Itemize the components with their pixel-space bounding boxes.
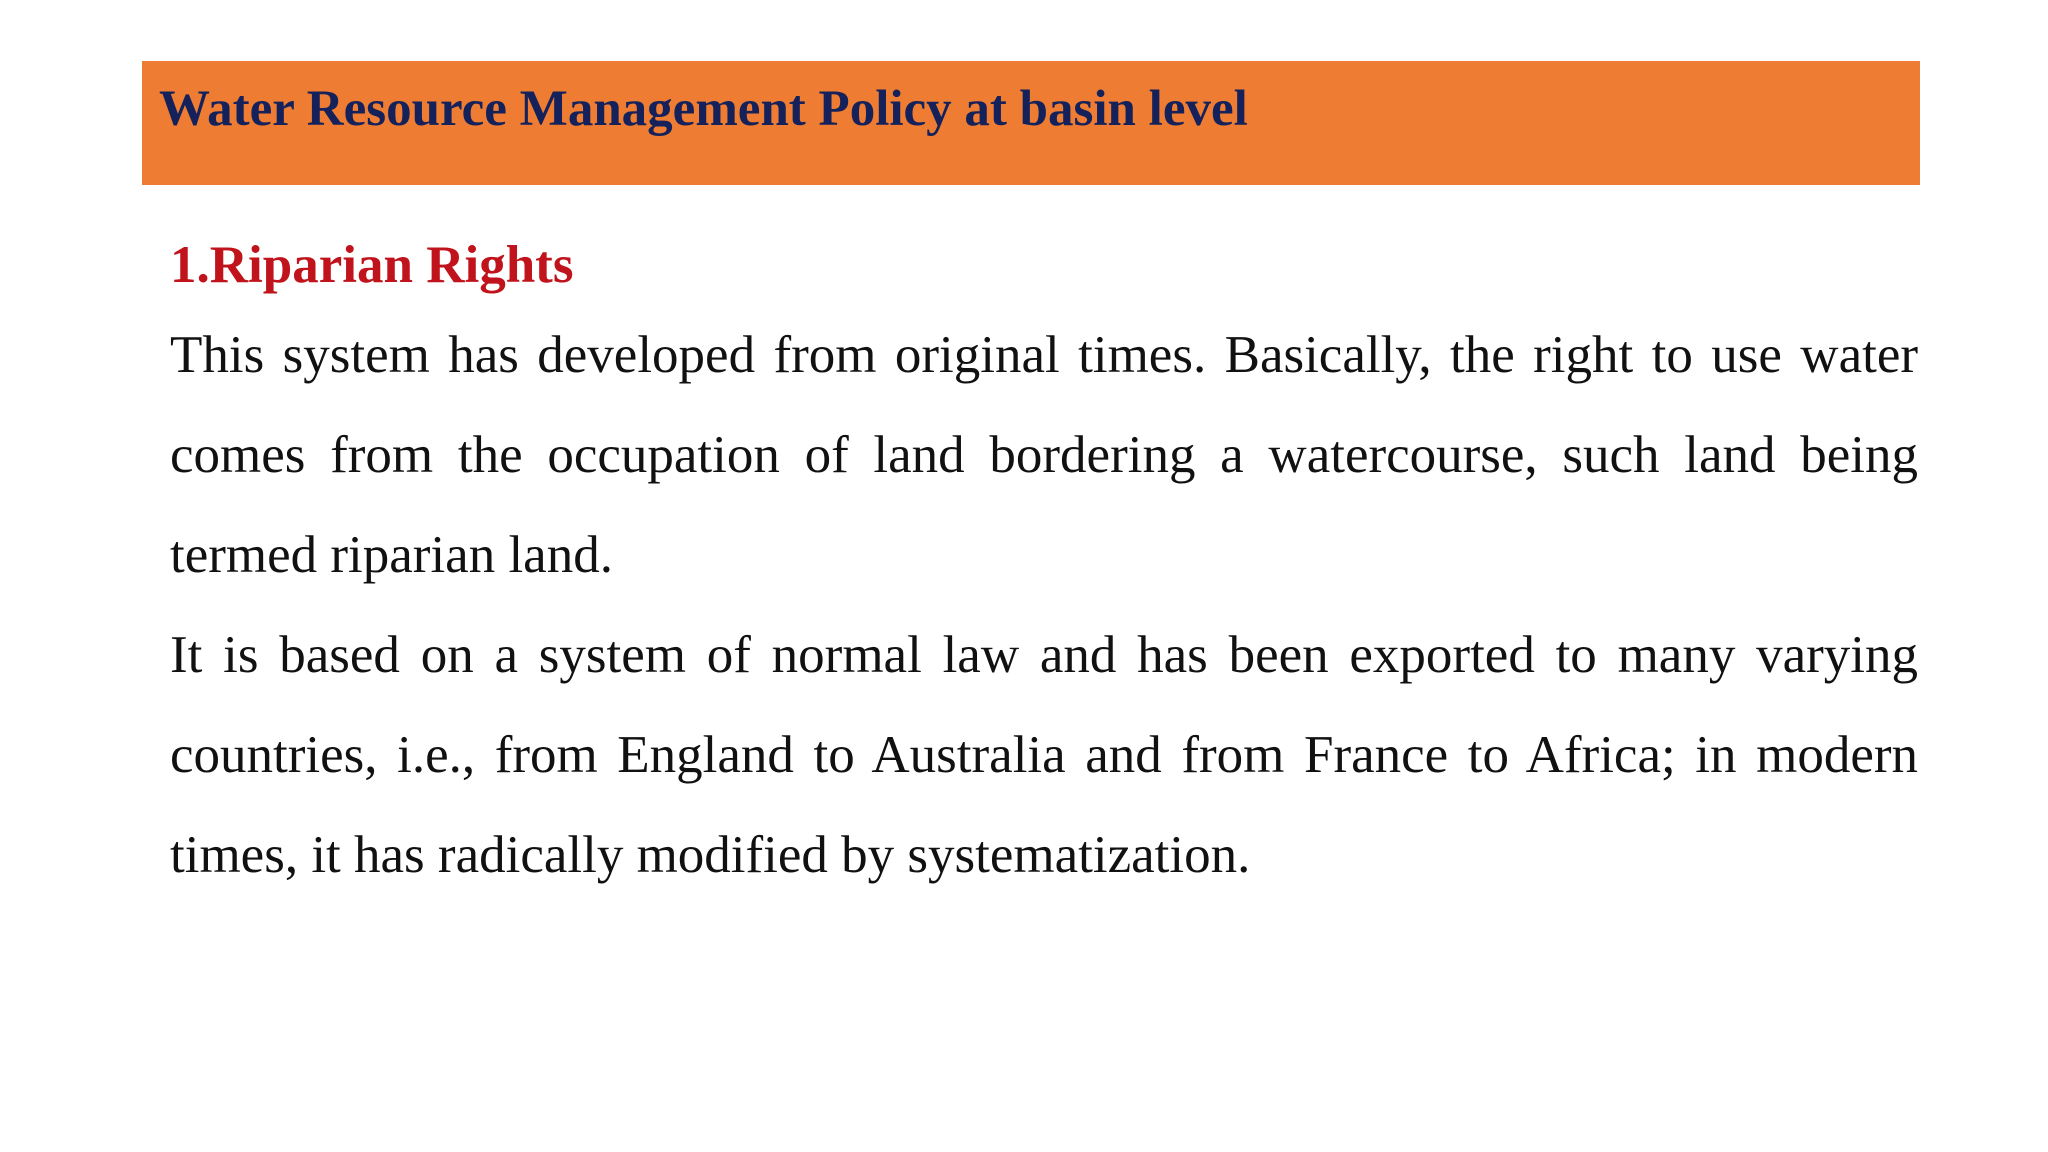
slide-content xyxy=(170,225,1918,905)
body-paragraph-2: It is based on a system of normal law and has been exported to many varying countries, i.e., from England to Australia and from France to Africa; in modern times, it has radically modified by systematization. xyxy=(170,626,1918,884)
section-heading: 1.Riparian Rights xyxy=(170,236,574,294)
title-bar xyxy=(142,61,1920,185)
slide-title: Water Resource Management Policy at basin level xyxy=(159,81,1248,137)
body-paragraph-1: This system has developed from original times. Basically, the right to use water comes from the occupation of land bordering a watercourse, such land being termed riparian land. xyxy=(170,326,1918,584)
